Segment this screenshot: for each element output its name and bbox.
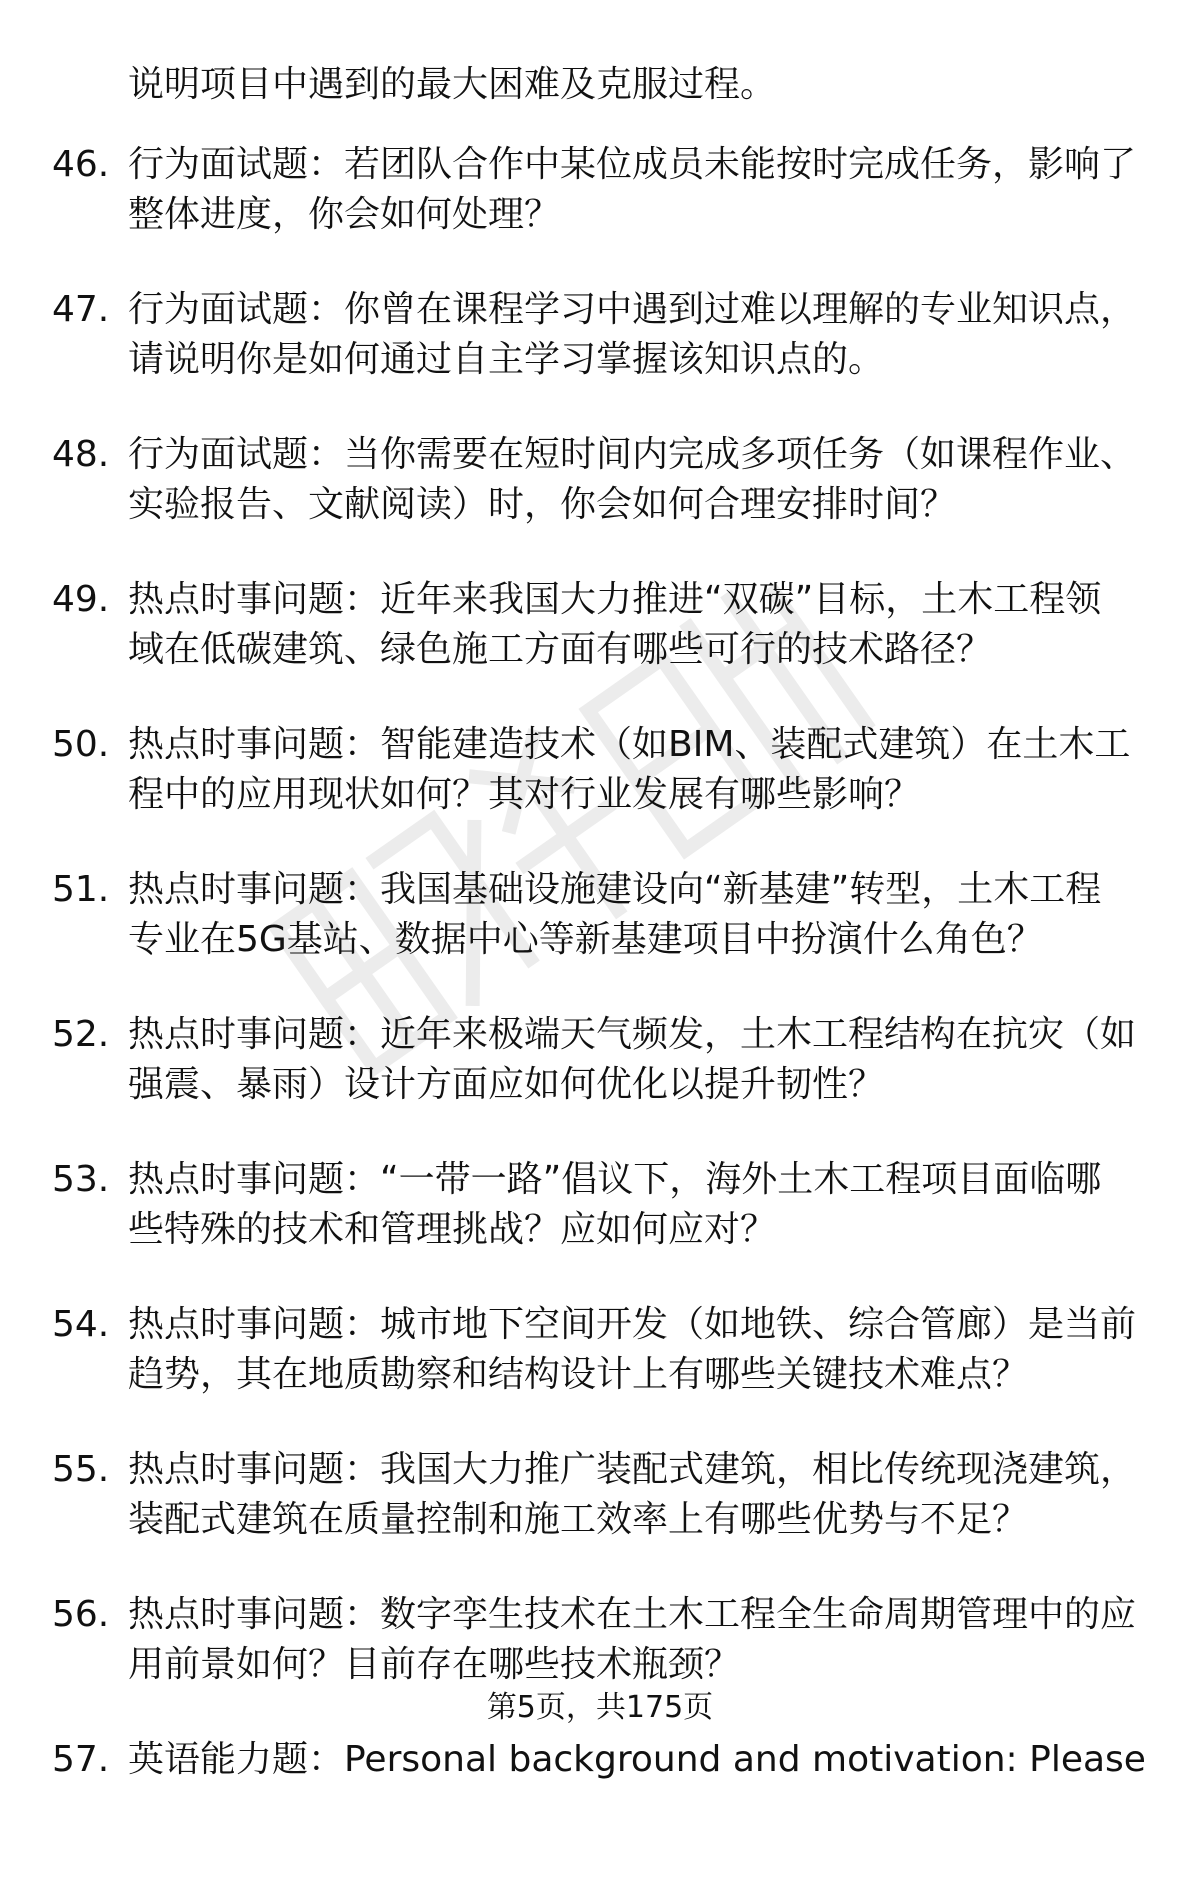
question-line: 些特殊的技术和管理挑战？应如何应对？ (128, 1209, 777, 1250)
question-item (52, 140, 1152, 285)
question-item (52, 1155, 1152, 1300)
question-text (128, 285, 1144, 385)
question-line: 热点时事问题：我国基础设施建设向“新基建”转型，土木工程 (128, 869, 1102, 910)
question-number: 50. (52, 724, 110, 765)
question-number: 47. (52, 289, 110, 330)
question-line: 热点时事问题：近年来极端天气频发，土木工程结构在抗灾（如 (128, 1014, 1137, 1055)
question-number: 54. (52, 1304, 110, 1345)
question-line: 热点时事问题：“一带一路”倡议下，海外土木工程项目面临哪 (128, 1159, 1102, 1200)
question-text (128, 1590, 1144, 1690)
question-text (128, 1445, 1144, 1545)
question-text (128, 1300, 1144, 1400)
question-text (128, 430, 1144, 530)
page-footer: 第5页，共175页 (486, 1690, 714, 1725)
question-line: 装配式建筑在质量控制和施工效率上有哪些优势与不足？ (128, 1499, 1029, 1540)
question-line: 热点时事问题：我国大力推广装配式建筑，相比传统现浇建筑， (128, 1449, 1137, 1490)
question-item (52, 720, 1152, 865)
question-text (128, 1735, 1144, 1785)
question-item (52, 430, 1152, 575)
question-item (52, 575, 1152, 720)
question-item (52, 285, 1152, 430)
question-line: 实验报告、文献阅读）时，你会如何合理安排时间？ (128, 484, 957, 525)
question-line: 热点时事问题：近年来我国大力推进“双碳”目标，土木工程领 (128, 579, 1102, 620)
question-number: 52. (52, 1014, 110, 1055)
question-line: 热点时事问题：城市地下空间开发（如地铁、综合管廊）是当前 (128, 1304, 1137, 1345)
continued-question-text: 说明项目中遇到的最大困难及克服过程。 (128, 64, 777, 105)
question-number: 51. (52, 869, 110, 910)
question-number: 53. (52, 1159, 110, 1200)
question-text (128, 1010, 1144, 1110)
question-line: 行为面试题：当你需要在短时间内完成多项任务（如课程作业、 (128, 434, 1137, 475)
question-text (128, 575, 1144, 675)
question-line: 程中的应用现状如何？其对行业发展有哪些影响？ (128, 774, 921, 815)
question-line: 行为面试题：若团队合作中某位成员未能按时完成任务，影响了 (128, 144, 1137, 185)
question-text (128, 720, 1144, 820)
question-list (52, 140, 1152, 1880)
question-item (52, 1445, 1152, 1590)
question-number: 46. (52, 144, 110, 185)
question-line: 专业在5G基站、数据中心等新基建项目中扮演什么角色？ (128, 919, 1043, 960)
question-number: 56. (52, 1594, 110, 1635)
question-number: 55. (52, 1449, 110, 1490)
question-number: 48. (52, 434, 110, 475)
question-text (128, 1155, 1144, 1255)
question-item (52, 1300, 1152, 1445)
question-line: 强震、暴雨）设计方面应如何优化以提升韧性？ (128, 1064, 885, 1105)
question-number: 57. (52, 1739, 110, 1780)
question-number: 49. (52, 579, 110, 620)
question-item (52, 1010, 1152, 1155)
question-line: 用前景如何？目前存在哪些技术瓶颈？ (128, 1644, 741, 1685)
question-line: 趋势，其在地质勘察和结构设计上有哪些关键技术难点？ (128, 1354, 1029, 1395)
question-item (52, 1735, 1152, 1880)
question-line: 整体进度，你会如何处理？ (128, 194, 561, 235)
question-line: 热点时事问题：智能建造技术（如BIM、装配式建筑）在土木工 (128, 724, 1131, 765)
question-text (128, 140, 1144, 240)
question-line: 热点时事问题：数字孪生技术在土木工程全生命周期管理中的应 (128, 1594, 1137, 1635)
question-item (52, 865, 1152, 1010)
question-line: 请说明你是如何通过自主学习掌握该知识点的。 (128, 339, 885, 380)
question-text (128, 865, 1144, 965)
question-line: 域在低碳建筑、绿色施工方面有哪些可行的技术路径？ (128, 629, 993, 670)
question-line: 行为面试题：你曾在课程学习中遇到过难以理解的专业知识点， (128, 289, 1137, 330)
question-line: 英语能力题：Personal background and motivation: Please (128, 1739, 1146, 1780)
